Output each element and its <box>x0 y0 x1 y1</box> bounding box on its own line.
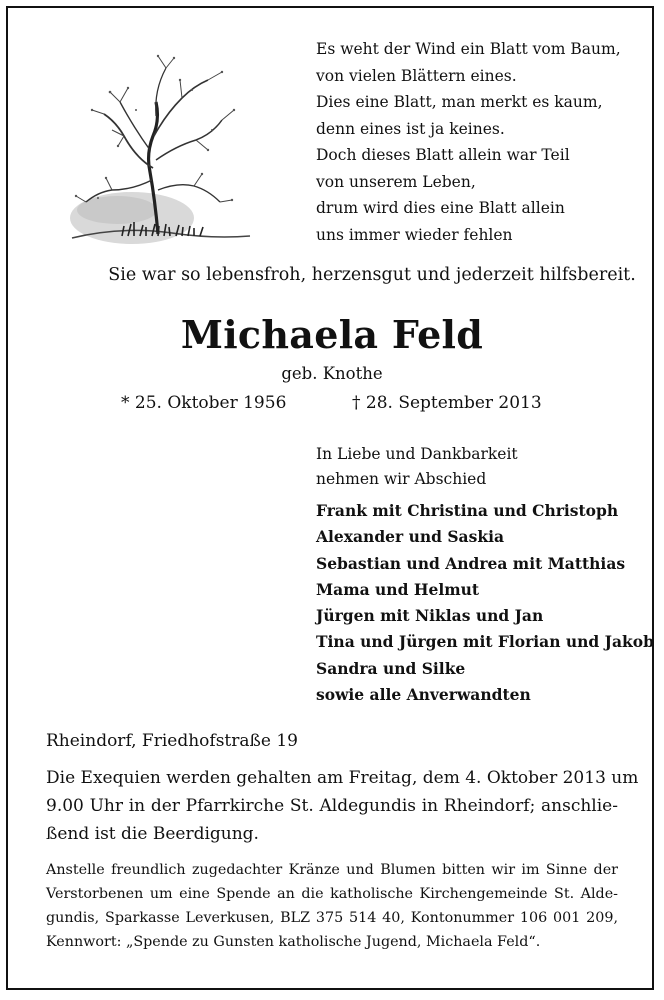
family-member: Alexander und Saskia <box>316 527 504 547</box>
family-list <box>316 498 654 708</box>
deceased-name: Michaela Feld <box>180 312 484 357</box>
poem-line: von unserem Leben, <box>316 172 476 191</box>
tree-illustration <box>62 50 262 250</box>
poem-line: Es weht der Wind ein Blatt vom Baum, <box>316 40 621 58</box>
family-member: Tina und Jürgen mit Florian und Jakob <box>316 632 654 652</box>
poem-line: Dies eine Blatt, man merkt es kaum, <box>316 93 603 111</box>
poem-line: von vielen Blättern eines. <box>316 66 517 85</box>
donation-line: Verstorbenen um eine Spende an die katholische Kirchengemeinde St. Alde- <box>46 886 618 902</box>
funeral-notice <box>46 764 639 848</box>
poem <box>316 36 646 248</box>
donation-line: gundis, Sparkasse Leverkusen, BLZ 375 514 40, Kontonummer 106 001 209, <box>46 910 618 926</box>
birth-date: * 25. Oktober 1956 <box>121 393 287 413</box>
poem-line: Doch dieses Blatt allein war Teil <box>316 146 570 164</box>
intro-line: In Liebe und Dankbarkeit <box>316 445 518 463</box>
birth-name: geb. Knothe <box>281 364 383 383</box>
address: Rheindorf, Friedhofstraße 19 <box>46 731 298 751</box>
funeral-line: Die Exequien werden gehalten am Freitag, dem 4. Oktober 2013 um <box>46 768 639 788</box>
donation-line: Anstelle freundlich zugedachter Kränze und Blumen bitten wir im Sinne der <box>46 862 618 878</box>
family-member: sowie alle Anverwandten <box>316 685 531 705</box>
donation-line: Kennwort: „Spende zu Gunsten katholische Jugend, Michaela Feld“. <box>46 934 541 950</box>
poem-line: drum wird dies eine Blatt allein <box>316 199 565 217</box>
family-member: Jürgen mit Niklas und Jan <box>316 606 544 626</box>
motto: Sie war so lebensfroh, herzensgut und jederzeit hilfsbereit. <box>108 265 636 285</box>
family-member: Mama und Helmut <box>316 579 480 599</box>
farewell-intro <box>316 442 518 492</box>
family-member: Frank mit Christina und Christoph <box>316 501 619 520</box>
poem-line: denn eines ist ja keines. <box>316 119 505 138</box>
intro-line: nehmen wir Abschied <box>316 470 487 488</box>
family-member: Sebastian und Andrea mit Matthias <box>316 553 626 573</box>
funeral-line: 9.00 Uhr in der Pfarrkirche St. Aldegundis in Rheindorf; anschlie- <box>46 796 618 816</box>
donation-notice <box>46 858 618 954</box>
funeral-line: ßend ist die Beerdigung. <box>46 824 259 844</box>
family-member: Sandra und Silke <box>316 658 466 678</box>
poem-line: uns immer wieder fehlen <box>316 225 513 244</box>
death-date: † 28. September 2013 <box>352 393 542 413</box>
